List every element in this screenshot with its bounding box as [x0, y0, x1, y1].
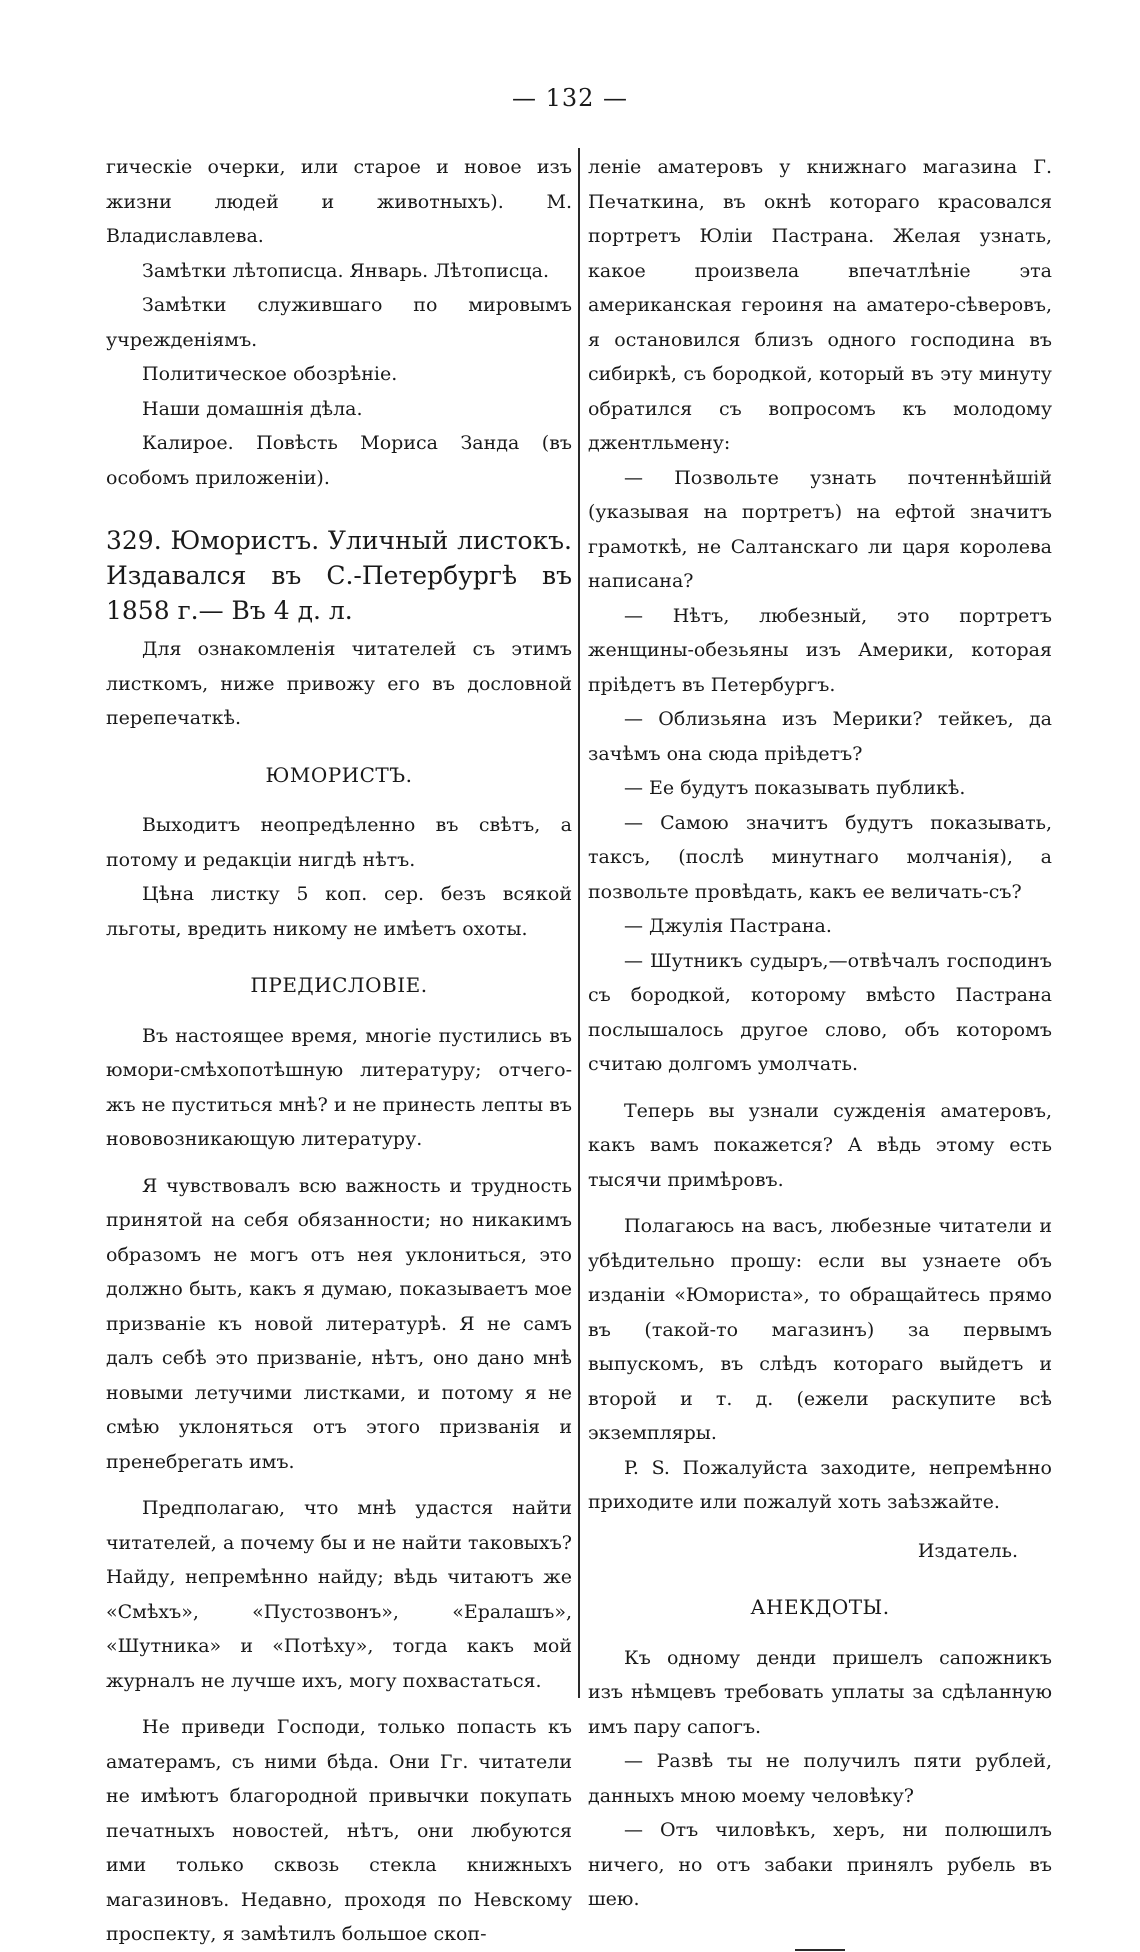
preface-paragraph: Я чувствовалъ всю важность и трудность принятой на себя обязанности; но никакимъ образомъ не могъ отъ нея уклониться, это должно быть, какъ я думаю, показываетъ мое призваніе къ новой литературѣ. Я не самъ далъ себѣ это призваніе, нѣтъ, оно дано мнѣ новыми летучими листками, и потому я не смѣю уклоняться отъ этого призванія и пренебрегать имъ. — [106, 1174, 572, 1473]
preface-paragraph: Въ настоящее время, многіе пустились въ юмори-смѣхопотѣшную литературу; отчего-жъ не пуститься мнѣ? и не принесть лепты въ нововозникающую литературу. — [106, 1024, 572, 1150]
toc-line: Замѣтки служившаго по мировымъ учрежденіямъ. — [106, 294, 572, 351]
toc-line: Замѣтки лѣтописца. Январь. Лѣтописца. — [142, 259, 549, 282]
toc-line: гическіе очерки, или старое и новое изъ жизни людей и животныхъ). М. Владиславлева. — [106, 156, 572, 247]
preface-heading: ПРЕДИСЛОВІЕ. — [250, 973, 428, 997]
postscript: P. S. Пожалуйста заходите, непремѣнно приходите или пожалуй хоть заѣзжайте. — [588, 1456, 1052, 1513]
body-paragraph: Полагаюсь на васъ, любезные читатели и убѣдительно прошу: если вы узнаете объ изданіи «Юмориста», то обращайтесь прямо въ (такой-то магазинъ) за первымъ выпускомъ, въ слѣдъ котораго выйдетъ и второй и т. д. (ежели раскупите всѣ экземпляры. — [588, 1215, 1052, 1444]
publisher-signature: Издатель. — [917, 1539, 1018, 1562]
page-number: — 132 — — [511, 84, 629, 112]
dialogue-line: — Нѣтъ, любезный, это портретъ женщины-обезьяны изъ Америки, которая пріѣдетъ въ Петербургъ. — [588, 604, 1052, 696]
column-divider — [578, 148, 580, 1698]
end-rule — [795, 1949, 845, 1951]
body-paragraph: леніе аматеровъ у книжнаго магазина Г. Печаткина, въ окнѣ котораго красовался портретъ Юліи Пастрана. Желая узнать, какое произвела впечатлѣніе эта американская героиня на аматеро-сѣверовъ, я остановился близъ одного господина въ сибиркѣ, съ бородкой, который въ эту минуту обратился съ вопросомъ къ молодому джентльмену: — [588, 156, 1052, 454]
anecdote-paragraph: — Развѣ ты не получилъ пяти рублей, данныхъ мною моему человѣку? — [588, 1750, 1052, 1807]
masthead-paragraph: Выходитъ неопредѣленно въ свѣтъ, а потому и редакціи нигдѣ нѣтъ. — [106, 814, 572, 871]
entry-intro: Для ознакомленія читателей съ этимъ листкомъ, ниже привожу его въ дословной перепечаткѣ. — [106, 638, 572, 729]
right-column — [588, 150, 1052, 1951]
toc-line: Калирое. Повѣсть Мориса Занда (въ особомъ приложеніи). — [106, 432, 572, 489]
masthead-paragraph: Цѣна листку 5 коп. сер. безъ всякой льготы, вредить никому не имѣетъ охоты. — [106, 883, 572, 940]
preface-paragraph: Не приведи Господи, только попасть къ аматерамъ, съ ними бѣда. Они Гг. читатели не имѣютъ благородной привычки покупать печатныхъ новостей, нѣтъ, они любуются ими только сквозь стекла книжныхъ магазиновъ. Недавно, проходя по Невскому проспекту, я замѣтилъ большое скоп- — [106, 1716, 572, 1945]
anecdote-paragraph: — Отъ чиловѣкъ, херъ, ни полюшилъ ничего, но отъ забаки принялъ рубель въ шею. — [588, 1819, 1052, 1910]
toc-line: Наши домашнія дѣла. — [142, 397, 363, 420]
preface-paragraph: Предполагаю, что мнѣ удастся найти читателей, а почему бы и не найти таковыхъ? Найду, непремѣнно найду; вѣдь читаютъ же «Смѣхъ», «Пустозвонъ», «Ералашъ», «Шутника» и «Потѣху», тогда какъ мой журналъ не лучше ихъ, могу похвастаться. — [106, 1497, 572, 1692]
entry-title: 329. Юмористъ. Уличный листокъ. Издавался въ С.-Петербургѣ въ 1858 г.— Въ 4 д. л. — [106, 526, 572, 625]
toc-line: Политическое обозрѣніе. — [142, 363, 398, 385]
dialogue-line: — Джулія Пастрана. — [624, 915, 832, 937]
dialogue-line: — Облизьяна изъ Мерики? тейкеъ, да зачѣмъ она сюда пріѣдетъ? — [588, 708, 1052, 765]
left-column — [106, 150, 572, 1952]
anecdotes-heading: АНЕКДОТЫ. — [750, 1595, 890, 1619]
dialogue-line: — Самою значитъ будутъ показывать, таксъ, (послѣ минутнаго молчанія), а позвольте провѣдать, какъ ее величать-съ? — [588, 811, 1052, 903]
masthead-heading: ЮМОРИСТЪ. — [265, 762, 413, 787]
dialogue-line: — Шутникъ судыръ,—отвѣчалъ господинъ съ бородкой, которому вмѣсто Пастрана послышалось другое слово, объ которомъ считаю долгомъ умолчать. — [588, 949, 1052, 1075]
anecdote-paragraph: Къ одному денди пришелъ сапожникъ изъ нѣмцевъ требовать уплаты за сдѣланную имъ пару сапогъ. — [588, 1646, 1052, 1738]
dialogue-line: — Ее будутъ показывать публикѣ. — [624, 777, 966, 799]
body-paragraph: Теперь вы узнали сужденія аматеровъ, какъ вамъ покажется? А вѣдь этому есть тысячи примѣровъ. — [588, 1099, 1052, 1191]
dialogue-line: — Позвольте узнать почтеннѣйшій (указывая на портретъ) на ефтой значитъ грамоткѣ, не Салтанскаго ли царя королева написана? — [588, 466, 1052, 592]
